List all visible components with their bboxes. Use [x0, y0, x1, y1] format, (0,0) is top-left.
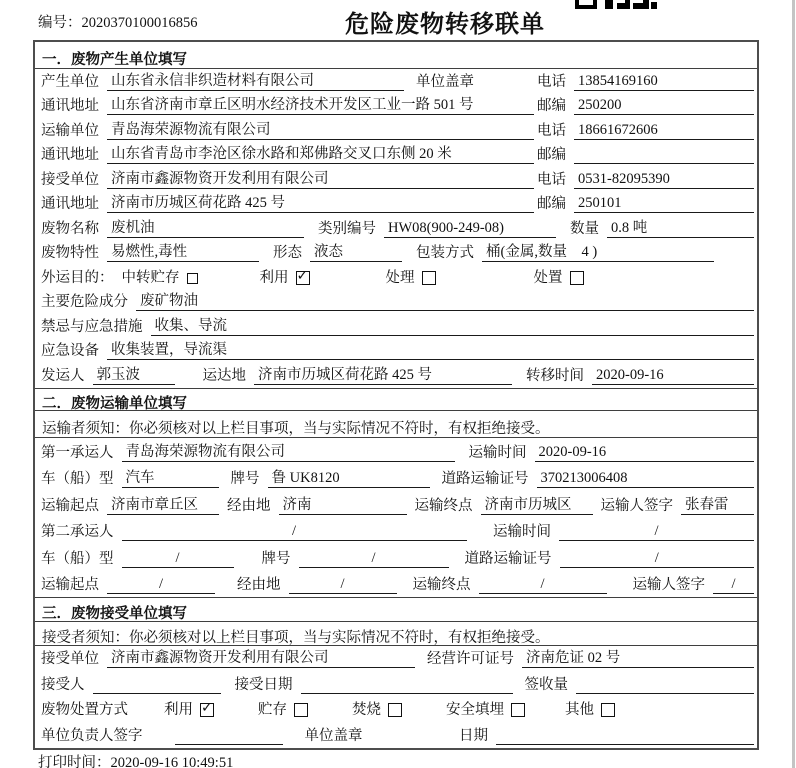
field-label: 接受日期 [234, 676, 293, 693]
field-label: 道路运输证号 [464, 550, 552, 567]
vehicle-type-value: 汽车 [122, 466, 219, 488]
field-label: 运输时间 [493, 524, 551, 540]
option-label: 贮存 [258, 702, 287, 718]
field-label: 电话 [537, 73, 566, 90]
road-permit-value: 370213006408 [537, 470, 755, 488]
document-number-label: 编号： [38, 15, 82, 31]
producer-zip-value: 250200 [574, 97, 754, 115]
emergency-equipment-row [35, 339, 757, 364]
receiver-zip-value: 250101 [574, 195, 754, 213]
vehicle-type2-value: / [122, 550, 234, 568]
field-label: 邮编 [537, 196, 566, 212]
emergency-measures-value: 收集、导流 [151, 314, 755, 336]
producer-address-row [35, 94, 757, 119]
shipper-name-value: 郭玉波 [93, 363, 175, 385]
vehicle2-row [35, 544, 757, 571]
field-label: 接受单位 [41, 171, 99, 188]
receiving-unit-row [35, 646, 757, 672]
field-label: 经营许可证号 [427, 651, 514, 667]
field-label: 经由地 [227, 497, 271, 514]
signed-quantity-value [576, 677, 754, 694]
field-label: 应急设备 [41, 343, 99, 359]
destination-value: 济南市历城区荷花路 425 号 [254, 363, 512, 385]
field-label: 运输终点 [412, 577, 471, 593]
hazard-component-row [35, 290, 757, 315]
disposal-checkbox [570, 271, 584, 285]
landfill-checkbox [511, 703, 525, 717]
field-label: 主要危险成分 [41, 294, 128, 310]
print-time-value: 2020-09-16 10:49:51 [110, 755, 234, 768]
field-label: 运达地 [202, 367, 246, 384]
use2-checkbox [200, 703, 214, 717]
field-label: 通讯地址 [41, 98, 99, 114]
transport-date2-value: / [559, 523, 754, 541]
field-label: 包装方式 [416, 245, 474, 261]
option-label: 处置 [533, 269, 563, 286]
section3-header: 三．废物接受单位填写 [35, 597, 757, 622]
first-carrier-value: 青岛海荣源物流有限公司 [122, 440, 455, 462]
receiver-address-row [35, 192, 757, 217]
transporter-phone-value: 18661672606 [574, 122, 754, 140]
option-label: 焚烧 [352, 702, 381, 718]
route-origin-value: 济南市章丘区 [107, 493, 219, 515]
field-label: 运输人签字 [600, 497, 673, 514]
receiver-phone-value: 0531-82095390 [574, 171, 754, 189]
field-label: 接受单位 [41, 651, 99, 667]
page-title: 危险废物转移联单 [345, 11, 545, 38]
field-label: 通讯地址 [41, 147, 99, 163]
field-label: 日期 [459, 727, 488, 744]
producer-row [35, 69, 757, 94]
transfer-date-value: 2020-09-16 [592, 367, 754, 385]
field-label: 电话 [537, 171, 566, 188]
receive-date-value [301, 677, 513, 694]
hazard-component-value: 废矿物油 [136, 289, 754, 311]
field-label: 外运目的： [41, 269, 114, 286]
transporter-row [35, 118, 757, 143]
field-label: 运输起点 [41, 577, 99, 593]
unit-seal-label: 单位盖章 [304, 727, 363, 744]
field-label: 第二承运人 [41, 524, 114, 540]
section1-header: 一．废物产生单位填写 [35, 42, 757, 69]
transporter-notice: 运输者须知：你必须核对以上栏目事项，当与实际情况不符时，有权拒绝接受。 [35, 411, 757, 439]
transporter-zip-value [574, 147, 754, 164]
responsible-signature-value [175, 728, 283, 745]
waste-code-value: HW08(900-249-08) [384, 220, 556, 238]
field-label: 经由地 [237, 577, 281, 593]
field-label: 车（船）型 [41, 471, 114, 487]
producer-phone-value: 13854169160 [574, 73, 754, 91]
qr-code-icon [575, 0, 657, 9]
option-label: 处理 [385, 269, 415, 286]
waste-packaging-value: 桶(金属,数量 4 ) [482, 240, 714, 262]
other-checkbox [601, 703, 615, 717]
field-label: 废物名称 [41, 220, 99, 237]
sign-date-value [496, 728, 754, 745]
transfer-storage-checkbox [187, 273, 198, 284]
route-end-value: 济南市历城区 [481, 493, 593, 515]
field-label: 接受人 [41, 676, 85, 693]
route-via-value: 济南 [279, 493, 407, 515]
receiver-address-value: 济南市历城区荷花路 425 号 [107, 191, 534, 213]
document-header [0, 0, 796, 40]
field-label: 车（船）型 [41, 550, 114, 567]
transport-date-value: 2020-09-16 [535, 444, 755, 462]
field-label: 单位负责人签字 [41, 727, 143, 744]
producer-address-value: 山东省济南市章丘区明水经济技术开发区工业一路 501 号 [107, 93, 534, 115]
storage-checkbox [294, 703, 308, 717]
field-label: 产生单位 [41, 73, 99, 90]
transporter-address-row [35, 143, 757, 168]
transporter-address-value: 山东省青岛市李沧区徐水路和郑佛路交叉口东侧 20 米 [107, 142, 534, 164]
plate-number-value: 鲁 UK8120 [268, 466, 430, 488]
field-label: 邮编 [537, 98, 566, 114]
option-label: 安全填埋 [446, 702, 504, 718]
receiver-person-row [35, 671, 757, 697]
route2-row [35, 571, 757, 598]
route2-end-value: / [479, 576, 607, 594]
shipper-row [35, 363, 757, 388]
producer-name-value: 山东省永信非织造材料有限公司 [107, 69, 404, 91]
waste-form-value: 液态 [310, 240, 402, 262]
receiver-notice: 接受者须知：你必须核对以上栏目事项，当与实际情况不符时，有权拒绝接受。 [35, 622, 757, 646]
waste-property-value: 易燃性,毒性 [107, 240, 259, 262]
option-label: 利用 [259, 269, 289, 286]
field-label: 通讯地址 [41, 196, 99, 212]
waste-property-row [35, 241, 757, 266]
second-carrier-value: / [122, 523, 467, 541]
field-label: 禁忌与应急措施 [41, 318, 143, 335]
transporter-name-value: 青岛海荣源物流有限公司 [107, 118, 534, 140]
field-label: 类别编号 [318, 220, 376, 237]
field-label: 运输起点 [41, 497, 99, 514]
receiver-row [35, 167, 757, 192]
print-time-label: 打印时间： [38, 755, 111, 768]
field-label: 废物特性 [41, 245, 99, 261]
receiver-person-value [93, 677, 221, 694]
waste-name-row [35, 216, 757, 241]
first-carrier-row [35, 438, 757, 465]
field-label: 道路运输证号 [441, 471, 529, 487]
carrier2-signature-value: / [713, 576, 754, 594]
section2-header: 二．废物运输单位填写 [35, 388, 757, 411]
receiving-unit-value: 济南市鑫源物资开发利用有限公司 [107, 646, 415, 668]
manifest-table [33, 40, 759, 750]
field-label: 转移时间 [526, 367, 584, 384]
option-label: 利用 [164, 702, 193, 718]
field-label: 运输人签字 [632, 577, 705, 593]
field-label: 运输终点 [414, 497, 473, 514]
waste-name-value: 废机油 [107, 216, 304, 238]
field-label: 废物处置方式 [41, 702, 128, 718]
incineration-checkbox [388, 703, 402, 717]
vehicle-row [35, 465, 757, 492]
page-right-edge [792, 0, 795, 768]
outbound-purpose-row [35, 265, 757, 290]
treatment-checkbox [422, 271, 436, 285]
emergency-measures-row [35, 314, 757, 339]
license-number-value: 济南危证 02 号 [522, 646, 754, 668]
route2-via-value: / [289, 576, 397, 594]
use-checkbox [296, 271, 310, 285]
field-label: 第一承运人 [41, 444, 114, 461]
field-label: 运输时间 [468, 444, 527, 461]
plate-number2-value: / [299, 550, 449, 568]
field-label: 发运人 [41, 367, 85, 384]
field-label: 牌号 [230, 471, 260, 487]
option-label: 中转贮存 [121, 269, 180, 286]
field-label: 电话 [537, 122, 566, 139]
field-label: 形态 [273, 245, 302, 261]
responsible-signature-row [35, 722, 757, 748]
field-label: 牌号 [261, 550, 291, 567]
document-number [38, 11, 198, 32]
disposal-method-row [35, 697, 757, 723]
road-permit2-value: / [560, 550, 755, 568]
field-label: 邮编 [537, 147, 566, 163]
emergency-equipment-value: 收集装置，导流渠 [107, 338, 754, 360]
option-label: 其他 [565, 702, 594, 718]
print-time [38, 751, 233, 768]
unit-seal-label: 单位盖章 [416, 73, 474, 90]
field-label: 数量 [570, 220, 599, 237]
receiver-name-value: 济南市鑫源物资开发利用有限公司 [107, 167, 534, 189]
waste-quantity-value: 0.8 吨 [607, 216, 754, 238]
route2-origin-value: / [107, 576, 215, 594]
carrier-signature-value: 张春雷 [681, 493, 754, 515]
field-label: 运输单位 [41, 122, 99, 139]
field-label: 签收量 [524, 676, 568, 693]
route-row [35, 491, 757, 518]
document-number-value: 2020370100016856 [81, 15, 198, 31]
second-carrier-row [35, 518, 757, 545]
